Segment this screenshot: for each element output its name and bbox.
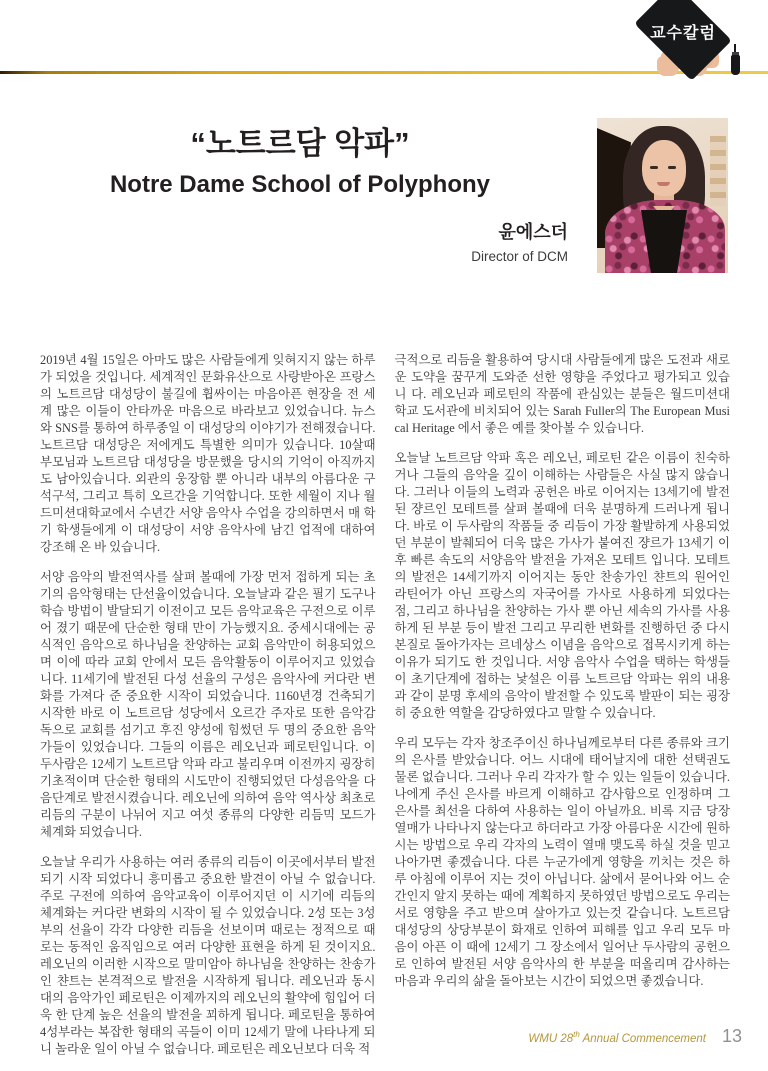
article-body bbox=[40, 352, 730, 1071]
right-eye-shape bbox=[668, 166, 676, 169]
commencement-prefix: WMU 28 bbox=[528, 1033, 574, 1045]
page-footer bbox=[528, 1026, 742, 1047]
commencement-suffix: Annual Commencement bbox=[579, 1033, 706, 1045]
article-header bbox=[30, 118, 570, 199]
paragraph: 극적으로 리듬을 활용하여 당시대 사람들에게 많은 도전과 새로운 도약을 꿈꾸게 도와준 선한 영향을 주었다고 평가되고 있습니 다. 레오닌과 페로틴의 작품에 관심있는 분들은 월드미션대학교 도서관에 비치되어 있는 Sarah Fuller의 The European Musical Heritage 에서 좋은 예를 찾아볼 수 있습니다. bbox=[394, 353, 730, 435]
commencement-caption bbox=[528, 1030, 706, 1045]
paragraph: 우리 모두는 각자 창조주이신 하나님께로부터 다른 종류와 크기의 은사를 받았습니다. 어느 시대에 태어날지에 대한 선택권도 물론 없습니다. 그러나 우리 각자가 할 수 있는 일들이 있습니다. 나에게 주신 은사를 바르게 이해하고 감사함으로 인정하며 그 은사를 최선을 다하여 사용하는 일이 아닐까요. 비록 지금 당장 열매가 나타나지 않는다고 하더라고 가장 아름다운 시간에 원하시는 방법으로 우리 각자의 노력이 열매 맺도록 하실 것을 믿고 나아가면 좋겠습니다. 다른 누군가에게 영향을 끼치는 것은 하루 아침에 이루어 지는 것이 아닙니다. 삶에서 묻어나와 어느 순간인지 알지 못하는 때에 계획하지 못하였던 방법으로도 우리는 서로 영향을 주고 받으며 살아가고 있는것 같습니다. 노트르담 대성당의 상당부분이 화재로 인하여 피해를 입고 우리 모두 마음이 아픈 이 때에 12세기 그 장소에서 일어난 두사람의 공헌으로 인하여 발전된 서양 음악사의 한 부분을 떠올리며 감사하는 마음과 우리의 삶을 돌아보는 시간이 되었으면 좋겠습니다. bbox=[394, 736, 730, 988]
mouth-shape bbox=[657, 182, 670, 186]
right-column bbox=[395, 352, 731, 1071]
article-title: “노트르담 악파” bbox=[190, 126, 410, 161]
author-photo bbox=[597, 118, 728, 273]
paragraph: 서양 음악의 발전역사를 살펴 볼때에 가장 먼저 접하게 되는 초기의 음악형태는 단선율이었습니다. 오늘날과 같은 필기 도구나 학습 방법이 발달되기 이전이고 모든 음악교육은 구전으로 이루어 졌기 때문에 단순한 형태 만이 가능했지요. 중세시대에는 공식적인 음악으로 하나님을 찬양하는 교회 음악만이 허용되었으며 이에 따라 교회 안에서 모든 음악활동이 이루어지고 있었습니다. 11세기에 발전된 다성 선율의 구성은 음악사에 커다란 변화를 가져다 준 중요한 시작이 되었습니다. 1160년경 건축되기 시작한 바로 이 노트르담 성당에서 오르간 주자로 또한 음악감독으로 교회를 섬기고 후진 양성에 힘썼던 두 명의 중요한 음악가들이 있었습니다. 그들의 이름은 레오닌과 페로틴입니다. 이 두사람은 12세기 노트르담 악파 라고 불리우며 이전까지 굉장히 기초적이며 단순한 형태의 시도만이 진행되었던 다성음악을 다음단계로 발전시켰습니다. 레오닌에 의하여 음악 역사상 최초로 리듬의 구분이 나뉘어 지고 여섯 종류의 다양한 리듬믹 모드가 체계화 되었습니다. bbox=[40, 570, 376, 839]
article-subtitle: Notre Dame School of Polyphony bbox=[109, 171, 491, 198]
professor-column-badge bbox=[615, 0, 750, 88]
paragraph: 오늘날 노트르담 악파 혹은 레오닌, 페로틴 같은 이름이 친숙하거나 그들의 음악을 깊이 이해하는 사람들은 사실 많지 않습니다. 그러나 이들의 노력과 공헌은 바로 이어지는 13세기에 발전된 쟝르인 모테트를 살펴 볼때에 더욱 분명하게 드러나게 됩니다. 바로 이 두사람의 작품들 중 리듬이 가장 활발하게 사용되었던 부분이 발췌되어 더욱 많은 가사가 붙여진 쟝르가 13세기 이후 빠른 속도의 서양음악 발전을 가져온 모테트 입니다. 모테트 의 발전은 14세기까지 이어지는 동안 찬송가인 챤트의 원어인 라틴어가 아닌 프랑스의 자국어를 가사로 사용하게 되었다는 점, 그리고 하나님을 찬양하는 가사 뿐 아닌 세속의 가사를 사용하게 된 부분 등이 발전 그리고 무리한 변화를 진행하던 중 다시 본질로 돌아가자는 르네상스 이념을 음악으로 접목시키게 하는 이유가 되기도 한 것입니다. 서양 음악사 수업을 택하는 학생들이 초기단계에 접하는 낯설은 이름 노트르담 악파는 위의 내용과 같이 분명 후세의 음악이 발전할 수 있도록 발판이 되는 굉장히 중요한 역할을 감당하였다고 말할 수 있습니다. bbox=[394, 451, 730, 720]
paragraph: 2019년 4월 15일은 아마도 많은 사람들에게 잊혀지지 않는 하루가 되었을 것입니다. 세계적인 문화유산으로 사랑받아온 프랑스의 노트르담 대성당이 불길에 휩싸이는 마음아픈 현장을 전 세계 많은 이들이 안타까운 마음으로 바라보고 있었습니다. 뉴스와 SNS를 통하여 하루종일 이 대성당의 이야기가 전해졌습니다. 노트르담 대성당은 저에게도 특별한 의미가 있습니다. 10살때 부모님과 노트르담 대성당을 방문했을 당시의 기억이 아직까지도 남아있습니다. 외관의 웅장함 뿐 아니라 내부의 아름다운 구석구석, 그리고 특히 오르간을 기억합니다. 또한 세월이 지나 월드미션대학교에서 수년간 서양 음악사 수업을 강의하면서 매 학기 학생들에게 이 대성당이 서양 음악사에 남긴 업적에 대하여 강조해 온 바 있습니다. bbox=[40, 353, 376, 554]
author-role: Director of DCM bbox=[471, 249, 568, 264]
badge-label: 교수칼럼 bbox=[650, 25, 716, 42]
left-eye-shape bbox=[650, 166, 658, 169]
author-block bbox=[471, 218, 568, 264]
left-column bbox=[40, 352, 376, 1071]
author-name: 윤에스더 bbox=[498, 222, 568, 242]
commencement-ordinal-sup: th bbox=[573, 1030, 580, 1040]
tassel-body-icon bbox=[731, 55, 740, 75]
chair-shape bbox=[710, 136, 726, 206]
page-number: 13 bbox=[721, 1026, 742, 1046]
face-shape bbox=[642, 140, 686, 196]
paragraph: 오늘날 우리가 사용하는 여러 종류의 리듬이 이곳에서부터 발전되기 시작 되었다니 흥미롭고 중요한 발견이 아닐 수 없습니다. 주로 구전에 의하여 음악교육이 이루어지던 이 시기에 리듬의 체계화는 커다란 변화의 시작이 될 수 있었습니다. 2성 또는 3성부의 선율이 각각 다양한 리듬을 선보이며 때로는 정적으로 때로는 동적인 움직임으로 여러 다양한 표현을 하게 된 것이지요. 레오닌의 이러한 시작으로 말미암아 하나님을 찬양하는 찬송가인 챤트는 본격적으로 발전을 시작하게 됩니다. 레오닌과 동시대의 음악가인 페로틴은 이제까지의 레오닌의 활약에 힘입어 더욱 한 단계 높은 선율의 발전을 꾀하게 됩니다. 페로틴을 통하여 4성부라는 복잡한 형태의 곡들이 이미 12세기 말에 나타나게 되니 놀라운 일이 아닐 수 없습니다. 페로틴은 레오닌보다 더욱 적 bbox=[40, 855, 376, 1056]
